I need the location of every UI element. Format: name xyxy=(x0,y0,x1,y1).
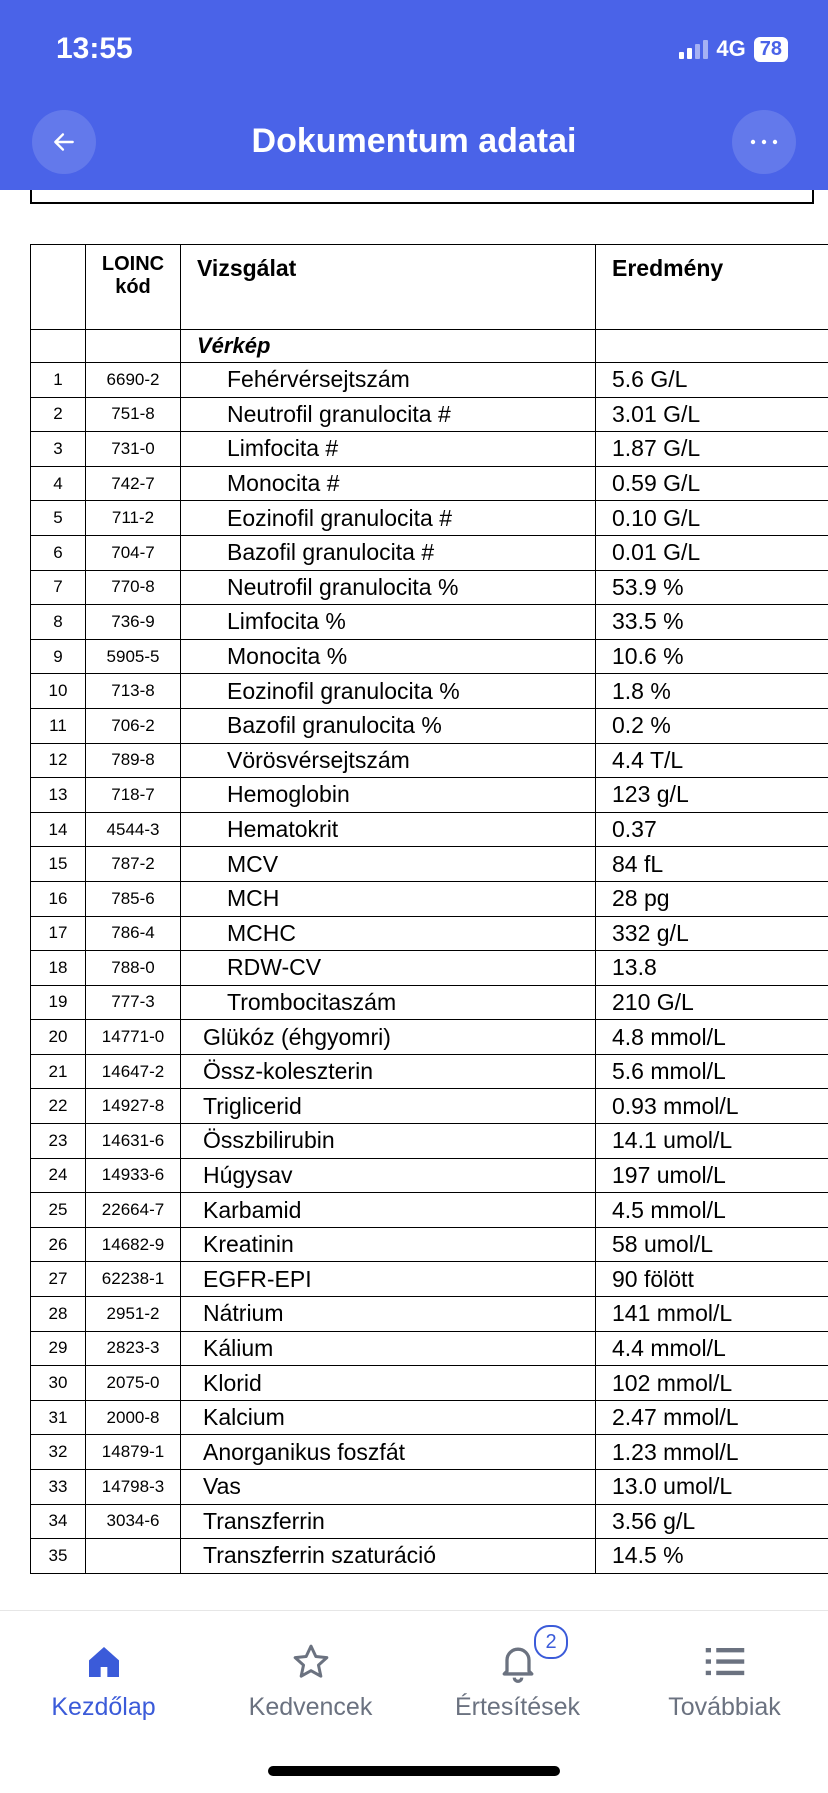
row-loinc-code: 789-8 xyxy=(86,743,181,778)
row-num: 30 xyxy=(31,1366,86,1401)
row-test-name: Glükóz (éhgyomri) xyxy=(181,1020,596,1055)
row-test-name: Limfocita % xyxy=(181,605,596,640)
row-result: 4.4 T/L xyxy=(596,743,828,778)
row-result: 33.5 % xyxy=(596,605,828,640)
row-loinc-code: 2951-2 xyxy=(86,1297,181,1332)
row-result: 0.01 G/L xyxy=(596,535,828,570)
row-result: 210 G/L xyxy=(596,985,828,1020)
row-loinc-code: 4544-3 xyxy=(86,812,181,847)
row-test-name: Transzferrin szaturáció xyxy=(181,1539,596,1574)
row-test-name: Bazofil granulocita % xyxy=(181,708,596,743)
row-num: 29 xyxy=(31,1331,86,1366)
table-row xyxy=(31,466,828,501)
row-loinc-code: 713-8 xyxy=(86,674,181,709)
row-result: 13.8 xyxy=(596,951,828,986)
table-row xyxy=(31,812,828,847)
row-result: 3.01 G/L xyxy=(596,397,828,432)
row-loinc-code: 788-0 xyxy=(86,951,181,986)
row-num: 11 xyxy=(31,708,86,743)
row-num: 14 xyxy=(31,812,86,847)
row-num: 33 xyxy=(31,1470,86,1505)
row-test-name: Eozinofil granulocita % xyxy=(181,674,596,709)
home-icon xyxy=(0,1633,207,1691)
table-row xyxy=(31,397,828,432)
row-loinc-code: 718-7 xyxy=(86,778,181,813)
row-num: 7 xyxy=(31,570,86,605)
nav-more-label: Továbbiak xyxy=(621,1693,828,1722)
row-loinc-code: 742-7 xyxy=(86,466,181,501)
row-test-name: Hemoglobin xyxy=(181,778,596,813)
row-result: 0.2 % xyxy=(596,708,828,743)
header-loinc-line1: LOINC xyxy=(86,253,180,276)
row-result: 13.0 umol/L xyxy=(596,1470,828,1505)
row-loinc-code: 14631-6 xyxy=(86,1124,181,1159)
row-test-name: Triglicerid xyxy=(181,1089,596,1124)
row-loinc-code: 704-7 xyxy=(86,535,181,570)
row-loinc-code: 14647-2 xyxy=(86,1054,181,1089)
row-loinc-code: 2000-8 xyxy=(86,1400,181,1435)
row-num: 13 xyxy=(31,778,86,813)
row-loinc-code: 706-2 xyxy=(86,708,181,743)
row-test-name: Vas xyxy=(181,1470,596,1505)
row-num: 24 xyxy=(31,1158,86,1193)
row-num: 35 xyxy=(31,1539,86,1574)
row-loinc-code: 14771-0 xyxy=(86,1020,181,1055)
row-test-name: Anorganikus foszfát xyxy=(181,1435,596,1470)
table-row xyxy=(31,778,828,813)
row-result: 10.6 % xyxy=(596,639,828,674)
row-num: 18 xyxy=(31,951,86,986)
nav-notifications[interactable] xyxy=(414,1611,621,1722)
table-row xyxy=(31,951,828,986)
document-previous-box xyxy=(30,190,814,204)
row-loinc-code: 2823-3 xyxy=(86,1331,181,1366)
row-num: 6 xyxy=(31,535,86,570)
row-loinc-code: 785-6 xyxy=(86,881,181,916)
table-row xyxy=(31,1435,828,1470)
row-num: 34 xyxy=(31,1504,86,1539)
row-num: 2 xyxy=(31,397,86,432)
table-row xyxy=(31,535,828,570)
row-num: 31 xyxy=(31,1400,86,1435)
row-test-name: Hematokrit xyxy=(181,812,596,847)
row-result: 1.23 mmol/L xyxy=(596,1435,828,1470)
table-row xyxy=(31,1158,828,1193)
table-row xyxy=(31,363,828,398)
row-result: 123 g/L xyxy=(596,778,828,813)
row-num: 20 xyxy=(31,1020,86,1055)
row-loinc-code: 751-8 xyxy=(86,397,181,432)
row-num: 3 xyxy=(31,432,86,467)
row-result: 0.59 G/L xyxy=(596,466,828,501)
row-result: 4.5 mmol/L xyxy=(596,1193,828,1228)
table-header-row xyxy=(31,245,828,330)
row-num: 27 xyxy=(31,1262,86,1297)
row-result: 28 pg xyxy=(596,881,828,916)
table-row xyxy=(31,1054,828,1089)
table-row xyxy=(31,432,828,467)
row-test-name: Karbamid xyxy=(181,1193,596,1228)
row-test-name: Monocita % xyxy=(181,639,596,674)
table-row xyxy=(31,1297,828,1332)
row-result: 2.47 mmol/L xyxy=(596,1400,828,1435)
status-indicators xyxy=(679,36,788,62)
row-test-name: RDW-CV xyxy=(181,951,596,986)
section-row xyxy=(31,330,828,363)
row-loinc-code: 22664-7 xyxy=(86,1193,181,1228)
table-row xyxy=(31,1227,828,1262)
row-test-name: Kalcium xyxy=(181,1400,596,1435)
nav-home-label: Kezdőlap xyxy=(0,1693,207,1722)
row-num: 1 xyxy=(31,363,86,398)
row-loinc-code: 14879-1 xyxy=(86,1435,181,1470)
notification-badge: 2 xyxy=(534,1625,568,1659)
status-time: 13:55 xyxy=(56,32,133,66)
network-type: 4G xyxy=(716,36,745,62)
row-num: 16 xyxy=(31,881,86,916)
table-row xyxy=(31,639,828,674)
table-row xyxy=(31,1400,828,1435)
battery-indicator: 78 xyxy=(754,37,788,62)
header-test: Vizsgálat xyxy=(181,245,596,330)
row-loinc-code: 711-2 xyxy=(86,501,181,536)
row-loinc-code: 3034-6 xyxy=(86,1504,181,1539)
row-loinc-code: 14927-8 xyxy=(86,1089,181,1124)
row-result: 332 g/L xyxy=(596,916,828,951)
row-result: 5.6 G/L xyxy=(596,363,828,398)
row-test-name: Kreatinin xyxy=(181,1227,596,1262)
row-num: 25 xyxy=(31,1193,86,1228)
row-num: 8 xyxy=(31,605,86,640)
list-icon xyxy=(621,1633,828,1691)
row-loinc-code: 62238-1 xyxy=(86,1262,181,1297)
row-result: 0.10 G/L xyxy=(596,501,828,536)
row-test-name: Trombocitaszám xyxy=(181,985,596,1020)
header-loinc xyxy=(86,245,181,330)
nav-notifications-label: Értesítések xyxy=(414,1693,621,1722)
row-num: 26 xyxy=(31,1227,86,1262)
row-num: 21 xyxy=(31,1054,86,1089)
table-row xyxy=(31,916,828,951)
table-row xyxy=(31,674,828,709)
row-result: 5.6 mmol/L xyxy=(596,1054,828,1089)
row-loinc-code: 731-0 xyxy=(86,432,181,467)
row-loinc-code: 14798-3 xyxy=(86,1470,181,1505)
row-result: 141 mmol/L xyxy=(596,1297,828,1332)
row-test-name: MCH xyxy=(181,881,596,916)
row-test-name: Eozinofil granulocita # xyxy=(181,501,596,536)
signal-icon xyxy=(679,39,708,59)
table-row xyxy=(31,743,828,778)
table-row xyxy=(31,847,828,882)
bell-icon xyxy=(414,1633,621,1691)
table-row xyxy=(31,1124,828,1159)
page-title: Dokumentum adatai xyxy=(0,122,828,161)
row-loinc-code: 736-9 xyxy=(86,605,181,640)
home-indicator xyxy=(268,1766,560,1776)
header-num xyxy=(31,245,86,330)
row-test-name: MCHC xyxy=(181,916,596,951)
row-result: 0.37 xyxy=(596,812,828,847)
row-test-name: Össz-koleszterin xyxy=(181,1054,596,1089)
header-result: Eredmény xyxy=(596,245,828,330)
row-result: 84 fL xyxy=(596,847,828,882)
row-num: 19 xyxy=(31,985,86,1020)
star-icon xyxy=(207,1633,414,1691)
lab-results-table xyxy=(30,244,828,1574)
row-num: 28 xyxy=(31,1297,86,1332)
row-test-name: EGFR-EPI xyxy=(181,1262,596,1297)
table-row xyxy=(31,1262,828,1297)
row-num: 23 xyxy=(31,1124,86,1159)
row-num: 10 xyxy=(31,674,86,709)
nav-favorites[interactable] xyxy=(207,1611,414,1722)
row-result: 0.93 mmol/L xyxy=(596,1089,828,1124)
row-test-name: Klorid xyxy=(181,1366,596,1401)
row-loinc-code: 2075-0 xyxy=(86,1366,181,1401)
table-row xyxy=(31,985,828,1020)
table-row xyxy=(31,501,828,536)
row-result: 14.1 umol/L xyxy=(596,1124,828,1159)
row-test-name: Kálium xyxy=(181,1331,596,1366)
row-num: 4 xyxy=(31,466,86,501)
row-loinc-code: 770-8 xyxy=(86,570,181,605)
table-row xyxy=(31,708,828,743)
row-loinc-code: 787-2 xyxy=(86,847,181,882)
section-label: Vérkép xyxy=(181,330,596,363)
row-num: 15 xyxy=(31,847,86,882)
row-num: 12 xyxy=(31,743,86,778)
table-row xyxy=(31,1020,828,1055)
table-row xyxy=(31,605,828,640)
row-num: 9 xyxy=(31,639,86,674)
nav-more[interactable] xyxy=(621,1611,828,1722)
row-test-name: Bazofil granulocita # xyxy=(181,535,596,570)
row-result: 53.9 % xyxy=(596,570,828,605)
table-row xyxy=(31,1504,828,1539)
row-result: 1.8 % xyxy=(596,674,828,709)
row-result: 197 umol/L xyxy=(596,1158,828,1193)
row-result: 102 mmol/L xyxy=(596,1366,828,1401)
row-test-name: Nátrium xyxy=(181,1297,596,1332)
row-loinc-code: 14682-9 xyxy=(86,1227,181,1262)
row-num: 5 xyxy=(31,501,86,536)
more-dots-icon[interactable] xyxy=(732,110,796,174)
row-test-name: Transzferrin xyxy=(181,1504,596,1539)
row-result: 90 fölött xyxy=(596,1262,828,1297)
row-loinc-code xyxy=(86,1539,181,1574)
row-result: 4.8 mmol/L xyxy=(596,1020,828,1055)
row-test-name: Húgysav xyxy=(181,1158,596,1193)
row-test-name: Vörösvérsejtszám xyxy=(181,743,596,778)
row-result: 1.87 G/L xyxy=(596,432,828,467)
row-loinc-code: 6690-2 xyxy=(86,363,181,398)
row-test-name: Monocita # xyxy=(181,466,596,501)
row-test-name: Neutrofil granulocita # xyxy=(181,397,596,432)
row-loinc-code: 786-4 xyxy=(86,916,181,951)
row-test-name: Fehérvérsejtszám xyxy=(181,363,596,398)
row-loinc-code: 777-3 xyxy=(86,985,181,1020)
app-header xyxy=(0,0,828,190)
row-test-name: Neutrofil granulocita % xyxy=(181,570,596,605)
table-row xyxy=(31,1366,828,1401)
table-row xyxy=(31,1089,828,1124)
nav-home[interactable] xyxy=(0,1611,207,1722)
table-row xyxy=(31,881,828,916)
row-num: 32 xyxy=(31,1435,86,1470)
table-row xyxy=(31,1470,828,1505)
row-result: 3.56 g/L xyxy=(596,1504,828,1539)
row-test-name: Limfocita # xyxy=(181,432,596,467)
row-num: 22 xyxy=(31,1089,86,1124)
table-row xyxy=(31,570,828,605)
row-loinc-code: 5905-5 xyxy=(86,639,181,674)
header-loinc-line2: kód xyxy=(86,276,180,299)
row-result: 14.5 % xyxy=(596,1539,828,1574)
row-test-name: MCV xyxy=(181,847,596,882)
row-num: 17 xyxy=(31,916,86,951)
table-row xyxy=(31,1331,828,1366)
table-row xyxy=(31,1193,828,1228)
row-loinc-code: 14933-6 xyxy=(86,1158,181,1193)
table-row xyxy=(31,1539,828,1574)
row-test-name: Összbilirubin xyxy=(181,1124,596,1159)
row-result: 4.4 mmol/L xyxy=(596,1331,828,1366)
row-result: 58 umol/L xyxy=(596,1227,828,1262)
nav-favorites-label: Kedvencek xyxy=(207,1693,414,1722)
